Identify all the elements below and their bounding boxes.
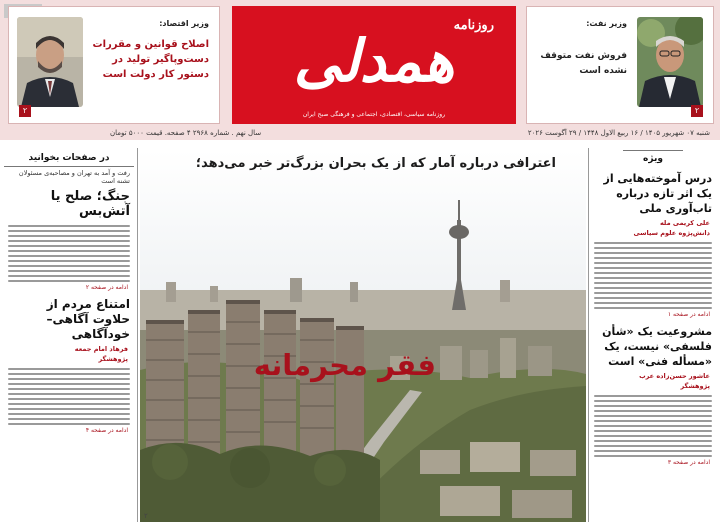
teaser-headline[interactable]: فروش نفت متوقف نشده است — [540, 51, 627, 76]
masthead-teaser-right[interactable] — [526, 6, 714, 124]
logo-wordmark: همدلی — [293, 27, 455, 95]
logo-tagline: روزنامه سیاسی، اقتصادی، اجتماعی و فرهنگی صبح ایران — [302, 111, 446, 118]
author-role: پژوهشگر — [680, 382, 710, 390]
article-kicker: رفت و آمد به تهران و مصاحبه‌ی مسئولان تشنه است — [18, 169, 130, 185]
author-role: دانش‌پژوه علوم سیاسی — [633, 229, 710, 237]
author-name: علی کریمی مله — [659, 219, 710, 227]
column-divider — [588, 148, 589, 522]
issue-info: سال نهم . شماره ۲۹۶۸ ۴ صفحه. قیمت ۵۰۰۰ تومان — [110, 129, 262, 137]
teaser-headline[interactable]: اصلاح قوانین و مقررات دست‌وپاگیر تولید در دستور کار دولت است — [92, 39, 209, 80]
continue-link[interactable]: ادامه در صفحه ۱ — [667, 311, 710, 318]
author-name: فرهاد امام جمعه — [74, 345, 128, 353]
main-story[interactable] — [140, 150, 586, 522]
author-name: عاشور حسن‌زاده عرب — [639, 372, 710, 380]
article-headline[interactable]: امتناع مردم از حلاوت آگاهی– خودآگاهی — [46, 297, 130, 341]
teaser-kicker: وزیر نفت: — [586, 19, 627, 28]
article-headline[interactable]: مشروعیت یک «شأن فلسفی» نیست، یک «مسأله فنی» است — [602, 325, 712, 368]
continue-link[interactable]: ادامه در صفحه ۳ — [667, 459, 710, 466]
article-body-text — [590, 242, 716, 309]
main-headline[interactable]: فقر محرمانه — [253, 348, 436, 382]
article-body-text — [590, 395, 716, 457]
page-number: ۲ — [144, 512, 148, 520]
article-headline[interactable]: جنگ؛ صلح یا آتش‌بس — [50, 189, 130, 219]
newspaper-logo[interactable] — [232, 6, 516, 124]
tehran-skyline-photo — [140, 150, 586, 522]
logo-small-text: روزنامه — [453, 18, 494, 33]
main-kicker: اعترافی درباره آمار که از یک بحران بزرگ‌تر خبر می‌دهد؛ — [195, 156, 556, 171]
article-body-text — [4, 225, 134, 282]
teaser-kicker: وزیر اقتصاد: — [159, 19, 209, 28]
left-column — [4, 150, 134, 436]
article-body-text — [4, 368, 134, 425]
dateline — [0, 127, 720, 140]
right-column — [590, 150, 716, 468]
column-divider — [137, 148, 138, 522]
minister-photo-left — [17, 17, 83, 107]
section-label: ویژه — [623, 150, 683, 167]
page-ref-badge: ۲ — [691, 105, 703, 117]
minister-photo-right — [637, 17, 703, 107]
continue-link[interactable]: ادامه در صفحه ۲ — [85, 284, 128, 291]
masthead — [0, 0, 720, 140]
continue-link[interactable]: ادامه در صفحه ۴ — [85, 427, 128, 434]
page-ref-badge: ۲ — [19, 105, 31, 117]
article-headline[interactable]: درس آموخته‌هایی از یک اثر تازه درباره تاب‌آوری ملی — [603, 172, 712, 215]
masthead-teaser-left[interactable] — [8, 6, 220, 124]
issue-date: شنبه ۰۷ شهریور ۱۴۰۵ / ۱۶ ربیع الاول ۱۴۴۸ / ۲۹ آگوست ۲۰۲۶ — [527, 129, 710, 137]
author-role: پژوهشگر — [98, 355, 128, 363]
section-label: در صفحات بخوانید — [4, 150, 134, 167]
